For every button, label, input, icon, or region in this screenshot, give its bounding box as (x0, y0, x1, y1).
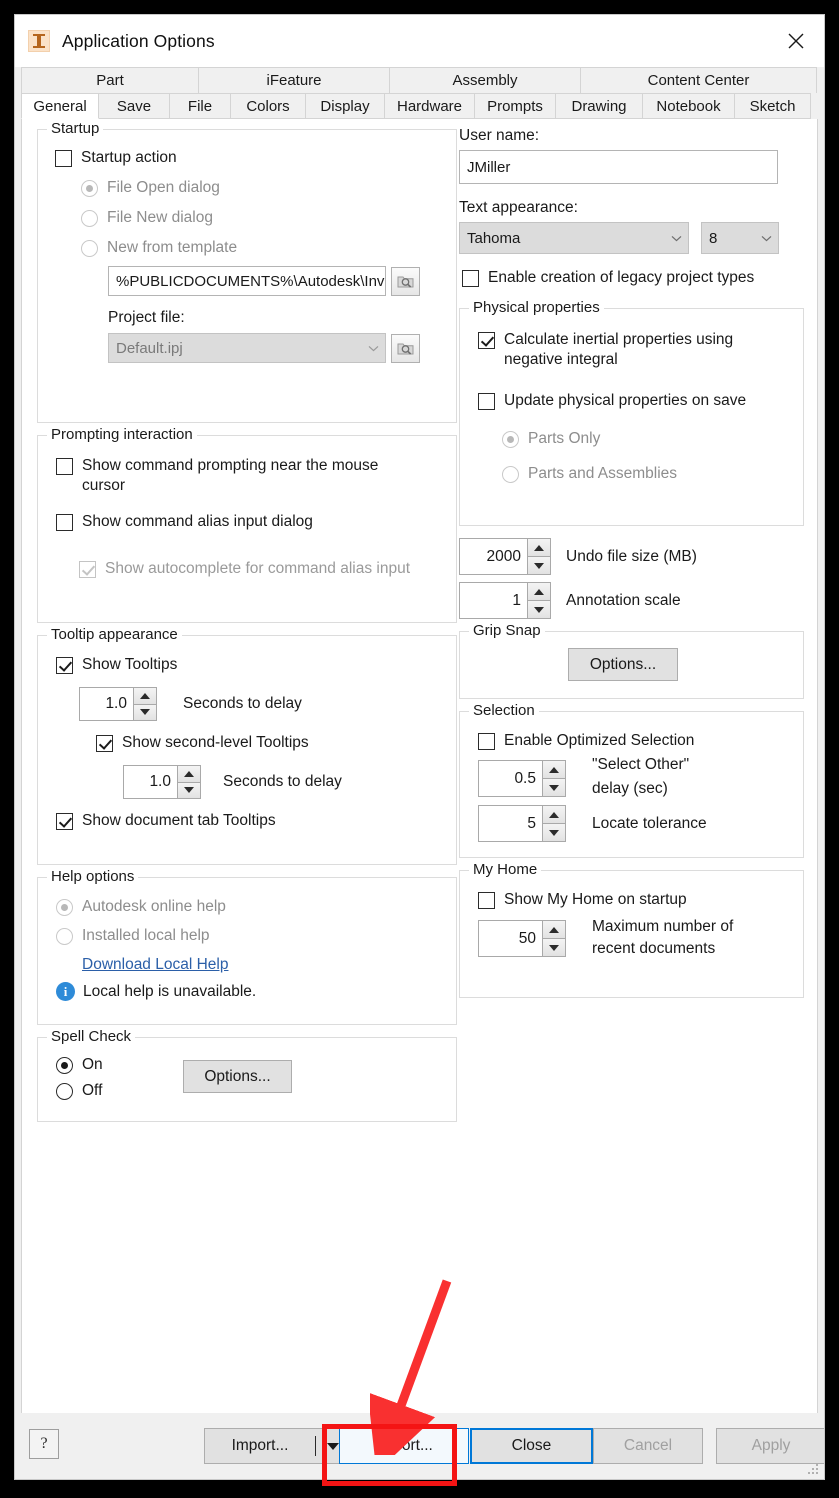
startup-action-label: Startup action (81, 149, 177, 166)
annotation-scale-row (459, 582, 804, 619)
spinner-buttons[interactable] (133, 687, 157, 721)
radio-label: File New dialog (107, 209, 213, 226)
annotation-scale-label: Annotation scale (566, 591, 681, 609)
project-file-label: Project file: (108, 309, 185, 326)
spinner-value: 1.0 (79, 687, 133, 721)
local-help-status-text: Local help is unavailable. (83, 982, 257, 1000)
checkbox-label: Show command alias input dialog (82, 513, 313, 530)
caret-down-icon (549, 945, 559, 951)
checkbox-box (56, 514, 73, 531)
prompting-legend: Prompting interaction (47, 426, 197, 443)
caret-up-icon (534, 545, 544, 551)
spinner-up-button[interactable] (177, 765, 201, 783)
startup-group (37, 120, 457, 423)
resize-grip[interactable] (808, 1464, 820, 1476)
user-name-input[interactable]: JMiller (459, 150, 778, 184)
tab-part[interactable]: Part (21, 67, 199, 93)
radio-mark (81, 210, 98, 227)
selection-group (459, 702, 804, 858)
spinner-up-button[interactable] (527, 538, 551, 557)
caret-up-icon (140, 693, 150, 699)
checkbox-box (478, 892, 495, 909)
radio-label: Parts Only (528, 430, 601, 447)
tab-sketch[interactable]: Sketch (734, 93, 811, 119)
caret-down-icon (140, 709, 150, 715)
prompting-interaction-group (37, 426, 457, 623)
font-size-value: 8 (709, 229, 718, 247)
undo-file-size-row (459, 538, 804, 575)
checkbox-box (478, 332, 495, 349)
spinner-up-button[interactable] (527, 582, 551, 601)
checkbox-label: Show Tooltips (82, 656, 178, 673)
radio-label: New from template (107, 239, 238, 256)
checkbox-label: Update physical properties on save (504, 392, 747, 409)
chevron-down-icon (761, 235, 772, 242)
template-path-input[interactable]: %PUBLICDOCUMENTS%\Autodesk\Inv (108, 266, 386, 296)
info-icon: i (56, 982, 75, 1001)
radio-mark (81, 240, 98, 257)
spinner-up-button[interactable] (542, 920, 566, 939)
recent-documents-labels (592, 918, 733, 958)
checkbox-label: Enable Optimized Selection (504, 732, 695, 749)
help-legend: Help options (47, 868, 138, 885)
checkbox-box (56, 813, 73, 830)
checkbox-legacy-project-types[interactable] (462, 268, 804, 288)
tab-row-primary (21, 67, 818, 93)
radio-parts-only[interactable] (502, 429, 793, 449)
checkbox-box (96, 735, 113, 752)
checkbox-optimized-selection[interactable] (478, 731, 793, 751)
tab-prompts[interactable]: Prompts (474, 93, 556, 119)
spell-check-group (37, 1028, 457, 1122)
application-options-dialog (14, 14, 825, 1480)
startup-action-checkbox[interactable] (55, 148, 446, 168)
checkbox-document-tab-tooltips[interactable] (56, 811, 446, 831)
spinner-value: 50 (478, 920, 542, 957)
project-browse-button[interactable] (391, 334, 420, 363)
spinner-value: 1.0 (123, 765, 177, 799)
window-title: Application Options (62, 30, 215, 51)
user-name-label: User name: (459, 127, 540, 144)
help-button[interactable]: ? (29, 1429, 59, 1459)
tab-notebook[interactable]: Notebook (642, 93, 735, 119)
radio-mark (81, 180, 98, 197)
tab-drawing[interactable]: Drawing (555, 93, 643, 119)
caret-down-icon (184, 787, 194, 793)
tab-strip (15, 67, 824, 119)
tab-hardware[interactable]: Hardware (384, 93, 475, 119)
checkbox-label: Show document tab Tooltips (82, 812, 276, 829)
radio-label: On (82, 1056, 103, 1073)
physical-properties-group (459, 299, 804, 526)
tooltip-appearance-group (37, 626, 457, 865)
spinner-buttons[interactable] (542, 805, 566, 842)
font-size-combo[interactable] (701, 222, 779, 254)
radio-file-new-dialog[interactable] (81, 208, 446, 228)
spinner-up-button[interactable] (542, 805, 566, 824)
locate-tolerance-label: Locate tolerance (592, 814, 707, 832)
checkbox-box (478, 393, 495, 410)
tooltip-delay-label-1: Seconds to delay (183, 695, 302, 712)
radio-mark (502, 431, 519, 448)
checkbox-show-my-home[interactable] (478, 890, 793, 910)
spell-check-options-button[interactable]: Options... (183, 1060, 292, 1093)
tab-file[interactable]: File (169, 93, 231, 119)
dialog-footer (15, 1413, 824, 1479)
template-path-row (108, 266, 446, 296)
select-other-label-line1: "Select Other" (592, 756, 690, 773)
spinner-value: 5 (478, 805, 542, 842)
local-help-status (56, 982, 446, 1001)
close-icon[interactable] (768, 15, 824, 67)
chevron-down-icon (327, 1443, 339, 1450)
radio-mark (56, 899, 73, 916)
spinner-down-button[interactable] (542, 824, 566, 842)
text-appearance-row (459, 222, 804, 254)
caret-down-icon (534, 563, 544, 569)
tab-general[interactable]: General (21, 93, 99, 119)
checkbox-box (56, 458, 73, 475)
tooltip-delay-row-1 (79, 687, 446, 721)
title-bar (15, 15, 824, 67)
tooltip-delay-spinner-1[interactable] (79, 687, 157, 721)
export-button[interactable]: Export... (339, 1428, 469, 1464)
select-other-label-line2: delay (sec) (592, 780, 668, 797)
radio-new-from-template[interactable] (81, 238, 446, 258)
spinner-buttons[interactable] (542, 920, 566, 957)
physical-properties-legend: Physical properties (469, 299, 604, 316)
spinner-buttons[interactable] (527, 582, 551, 619)
radio-label: File Open dialog (107, 179, 220, 196)
caret-down-icon (549, 785, 559, 791)
dropdown-separator (315, 1436, 316, 1456)
tab-save[interactable]: Save (98, 93, 170, 119)
annotation-scale-spinner[interactable] (459, 582, 551, 619)
caret-up-icon (534, 589, 544, 595)
tab-assembly[interactable]: Assembly (389, 67, 581, 93)
my-home-group (459, 861, 804, 998)
select-other-labels (592, 756, 689, 798)
radio-label: Off (82, 1082, 103, 1099)
spinner-value: 2000 (459, 538, 527, 575)
caret-up-icon (549, 927, 559, 933)
checkbox-label: Show autocomplete for command alias input (105, 560, 410, 577)
checkbox-label: Calculate inertial properties using negative integral (504, 331, 734, 368)
checkbox-box (79, 561, 96, 578)
general-options-panel (21, 119, 818, 1414)
selection-legend: Selection (469, 702, 539, 719)
project-file-combo[interactable] (108, 333, 386, 363)
tooltip-delay-row-2 (123, 765, 446, 799)
locate-tolerance-row (478, 805, 793, 842)
caret-down-icon (534, 607, 544, 613)
checkbox-update-physical[interactable] (478, 391, 793, 411)
download-local-help-link[interactable]: Download Local Help (82, 956, 229, 973)
spinner-down-button[interactable] (527, 601, 551, 619)
checkbox-show-autocomplete[interactable] (79, 559, 446, 579)
chevron-down-icon (671, 235, 682, 242)
grip-snap-options-button[interactable]: Options... (568, 648, 678, 681)
radio-label: Parts and Assemblies (528, 465, 678, 482)
spinner-value: 1 (459, 582, 527, 619)
startup-legend: Startup (47, 120, 103, 137)
close-button[interactable]: Close (470, 1428, 593, 1464)
spinner-down-button[interactable] (542, 779, 566, 797)
text-appearance-label: Text appearance: (459, 199, 578, 216)
spinner-up-button[interactable] (542, 760, 566, 779)
left-column (37, 120, 457, 1134)
caret-up-icon (184, 771, 194, 777)
spinner-down-button[interactable] (177, 783, 201, 800)
checkbox-box (462, 270, 479, 287)
caret-up-icon (549, 812, 559, 818)
caret-up-icon (549, 767, 559, 773)
spinner-down-button[interactable] (133, 705, 157, 722)
checkbox-calculate-inertial[interactable] (478, 330, 793, 370)
spinner-value: 0.5 (478, 760, 542, 797)
spinner-buttons[interactable] (542, 760, 566, 797)
grip-snap-legend: Grip Snap (469, 622, 545, 639)
apply-button[interactable]: Apply (716, 1428, 825, 1464)
radio-autodesk-online-help[interactable] (56, 897, 446, 917)
help-options-group (37, 868, 457, 1025)
tab-colors[interactable]: Colors (230, 93, 306, 119)
chevron-down-icon (368, 345, 379, 352)
radio-parts-and-assemblies[interactable] (502, 464, 793, 484)
recent-documents-spinner[interactable] (478, 920, 566, 957)
tab-ifeature[interactable]: iFeature (198, 67, 390, 93)
checkbox-show-command-alias[interactable] (56, 512, 446, 532)
tooltip-delay-spinner-2[interactable] (123, 765, 201, 799)
checkbox-second-level-tooltips[interactable] (96, 733, 446, 753)
template-browse-button[interactable] (391, 267, 420, 296)
tooltip-legend: Tooltip appearance (47, 626, 182, 643)
spinner-down-button[interactable] (542, 939, 566, 957)
recent-documents-row (478, 920, 793, 958)
checkbox-label: Show second-level Tooltips (122, 734, 309, 751)
project-file-row (108, 333, 446, 363)
import-button[interactable]: Import... (204, 1428, 316, 1464)
radio-label: Autodesk online help (82, 898, 226, 915)
tab-content-center[interactable]: Content Center (580, 67, 817, 93)
checkbox-show-tooltips[interactable] (56, 655, 446, 675)
font-family-combo[interactable] (459, 222, 689, 254)
radio-file-open-dialog[interactable] (81, 178, 446, 198)
checkbox-show-command-prompting[interactable] (56, 456, 446, 496)
font-family-value: Tahoma (467, 229, 521, 247)
project-file-value: Default.ipj (116, 339, 183, 357)
recent-documents-label-line1: Maximum number of (592, 918, 734, 935)
caret-down-icon (549, 830, 559, 836)
spinner-buttons[interactable] (527, 538, 551, 575)
undo-file-size-spinner[interactable] (459, 538, 551, 575)
checkbox-box (478, 733, 495, 750)
radio-mark (56, 1057, 73, 1074)
spell-check-legend: Spell Check (47, 1028, 135, 1045)
select-other-delay-spinner[interactable] (478, 760, 566, 797)
spinner-down-button[interactable] (527, 557, 551, 575)
right-column (459, 127, 804, 1010)
inventor-app-icon (28, 30, 50, 52)
grip-snap-group (459, 622, 804, 699)
recent-documents-label-line2: recent documents (592, 940, 716, 957)
radio-installed-local-help[interactable] (56, 926, 446, 946)
locate-tolerance-spinner[interactable] (478, 805, 566, 842)
spinner-buttons[interactable] (177, 765, 201, 799)
select-other-delay-row (478, 756, 793, 798)
tab-display[interactable]: Display (305, 93, 385, 119)
tab-row-secondary (21, 93, 818, 119)
checkbox-label: Show command prompting near the mouse cursor (82, 457, 379, 494)
checkbox-label: Show My Home on startup (504, 891, 687, 908)
radio-mark (56, 1083, 73, 1100)
radio-label: Installed local help (82, 927, 210, 944)
checkbox-box (55, 150, 72, 167)
checkbox-box (56, 657, 73, 674)
tooltip-delay-label-2: Seconds to delay (223, 773, 342, 790)
my-home-legend: My Home (469, 861, 541, 878)
checkbox-label: Enable creation of legacy project types (488, 269, 755, 286)
cancel-button[interactable]: Cancel (593, 1428, 703, 1464)
spinner-up-button[interactable] (133, 687, 157, 705)
radio-mark (502, 466, 519, 483)
radio-mark (56, 928, 73, 945)
undo-file-size-label: Undo file size (MB) (566, 547, 697, 565)
